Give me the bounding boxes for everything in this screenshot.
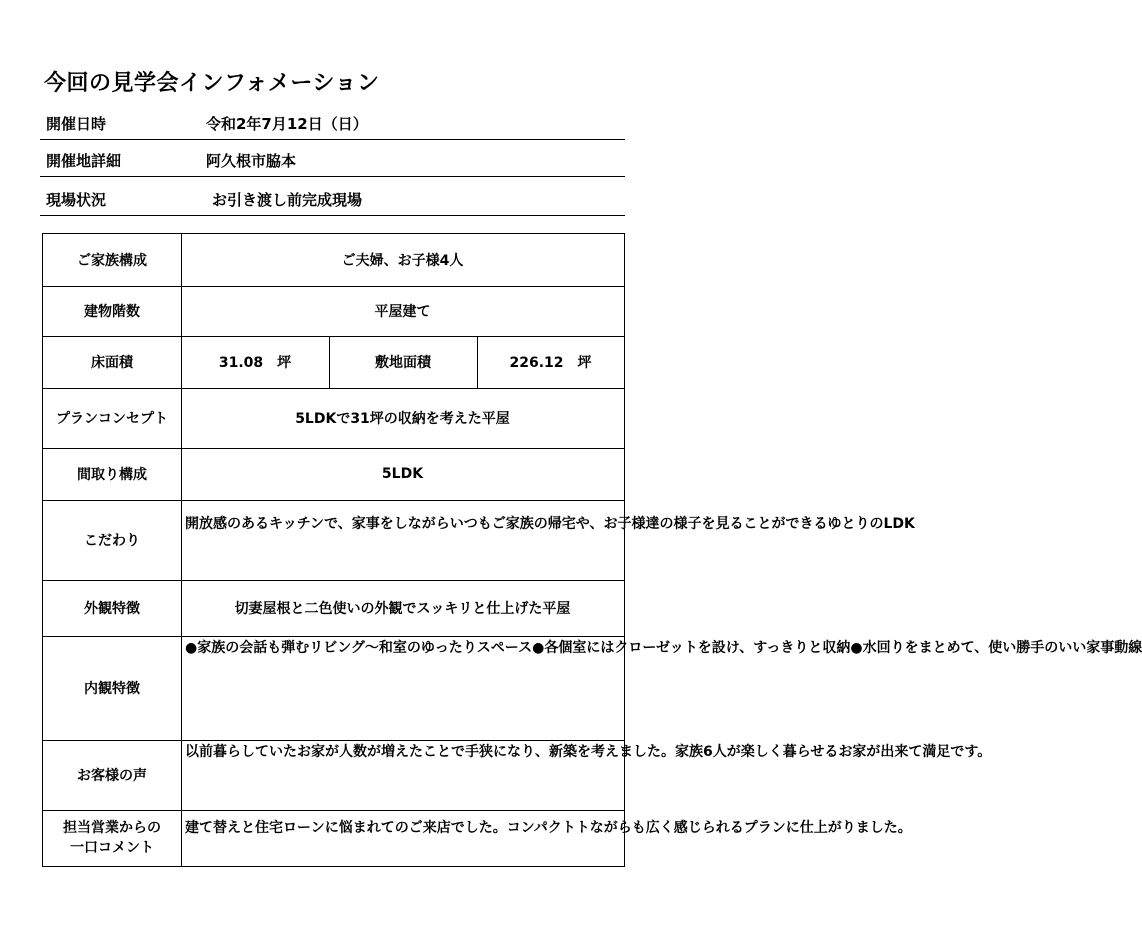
text-line: ●家族の会話も弾むリビング～和室のゆったりスペース xyxy=(185,640,533,656)
family-value: ご夫婦、お子様4人 xyxy=(341,253,464,269)
concept-value: 5LDKで31坪の収納を考えた平屋 xyxy=(295,411,510,427)
voice-text xyxy=(182,742,992,808)
text-line: ●水回りをまとめて、使い勝手のいい家事動線 xyxy=(850,640,1142,656)
site-area-value: 226.12 坪 xyxy=(509,355,592,371)
floor-area-value: 31.08 坪 xyxy=(218,355,292,371)
text-line: 建て替えと住宅ローンに悩まれてのご来店でした。コンパクト xyxy=(185,820,576,836)
info-label: 現場状況 xyxy=(46,191,107,209)
floor-area-label: 床面積 xyxy=(91,355,133,371)
info-label: 開催地詳細 xyxy=(46,152,122,170)
text-line: 以前暮らしていたお家が人数が増えたことで手狭になり、 xyxy=(185,744,549,760)
voice-label: お客様の声 xyxy=(77,768,147,784)
info-row-location xyxy=(40,150,625,177)
layout-label: 間取り構成 xyxy=(77,467,147,483)
text-line: トながらも広く感じられるプランに仕上がりました。 xyxy=(575,820,912,836)
floors-value: 平屋建て xyxy=(374,304,431,320)
text-line: 満足です。 xyxy=(922,744,992,760)
exterior-label: 外観特徴 xyxy=(84,601,140,617)
floors-label: 建物階数 xyxy=(84,304,140,320)
concept-label: プランコンセプト xyxy=(56,411,168,427)
comment-label-line: 一口コメント xyxy=(70,840,154,856)
kodawari-label: こだわり xyxy=(84,533,140,549)
info-row-date xyxy=(40,113,625,140)
family-label: ご家族構成 xyxy=(77,253,147,269)
text-line: 帰宅や、お子様達の様子を見ることができるゆとりのLDK xyxy=(547,516,915,532)
text-line: ●各個室にはクローゼットを設け、すっきりと収納 xyxy=(532,640,851,656)
page-title: 今回の見学会インフォメーション xyxy=(44,71,380,96)
site-area-label: 敷地面積 xyxy=(375,355,431,371)
info-value: 阿久根市脇本 xyxy=(206,152,297,170)
layout-value: 5LDK xyxy=(381,466,424,482)
interior-text xyxy=(182,638,1142,718)
info-value: お引き渡し前完成現場 xyxy=(212,191,363,209)
exterior-value: 切妻屋根と二色使いの外観でスッキリと仕上げた平屋 xyxy=(234,601,571,617)
info-table xyxy=(42,233,1142,867)
info-value: 令和2年7月12日（日） xyxy=(206,115,368,133)
kodawari-text xyxy=(182,514,915,574)
comment-label xyxy=(43,810,181,866)
interior-label: 内観特徴 xyxy=(84,681,140,697)
info-row-status xyxy=(40,189,625,216)
text-line: 新築を考えました。家族6人が楽しく暮らせるお家が出来て xyxy=(549,744,923,760)
info-label: 開催日時 xyxy=(46,115,107,133)
comment-label-line: 担当営業からの xyxy=(63,820,161,836)
text-line: 開放感のあるキッチンで、家事をしながらいつもご家族の xyxy=(185,516,548,532)
comment-text xyxy=(182,818,912,862)
